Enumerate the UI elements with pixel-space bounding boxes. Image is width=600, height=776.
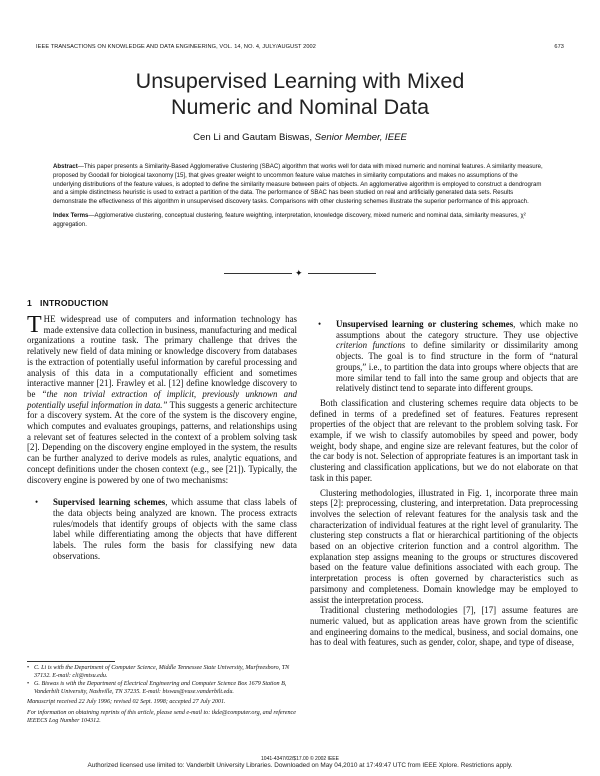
list-item-unsupervised [310, 319, 578, 394]
title-line-2: Numeric and Nominal Data [170, 95, 430, 119]
intro-paragraph [27, 314, 297, 485]
divider-line-right [308, 273, 376, 274]
bullet-text: , which assume that class labels of the data objects being analyzed are known. The process extracts rules/models that identify groups of objects with the same class label while differentiating among the objects that have different labels. The rules form the basis for classifying new data observations. [53, 497, 297, 561]
footnote-text: C. Li is with the Department of Computer Science, Middle Tennessee State University, Murfreesboro, TN 37132. E-mail: cli@mtsu.edu. [34, 665, 290, 679]
list-item-supervised [27, 497, 297, 561]
author-role: Senior Member, IEEE [314, 132, 407, 143]
copyright-line: 1041-4347/02/$17.00 © 2002 IEEE [261, 756, 339, 762]
bullet-term: Unsupervised learning or clustering schemes [336, 319, 514, 329]
paragraph-traditional: Traditional clustering methodologies [7], [17] assume features are numeric valued, but as application areas have grown from the scientific and engineering domains to the medical, business, and social domains, one has to deal with features, such as gender, color, shape, and type of disease, [310, 605, 578, 648]
divider-ornament-icon: ✦ [295, 268, 303, 278]
footnotes [27, 661, 297, 726]
bullet-text: , which make no assumptions about the category structure. They use objective [336, 319, 578, 340]
intro-text-tail: This suggests a generic architecture for a discovery system. At the core of the system is the discovery engine, which computes and evaluates groupings, patterns, and relationships using a relevant set of features selected in the context of a problem solving task [2]. Depending on the discovery engine employed in the system, the results can be further analyzed to derive models as rules, analytic equations, and concept definitions under the chosen context (e.g., see [21]). Typically, the discovery engine is powered by one of two mechanisms: [27, 399, 297, 485]
index-terms-text: —Agglomerative clustering, conceptual clustering, feature weighting, interpretation, knowledge discovery, mixed numeric and nominal data, similarity measures, χ² aggregation. [53, 211, 526, 228]
abstract-text: —This paper presents a Similarity-Based Agglomerative Clustering (SBAC) algorithm that works well for data with mixed numeric and nominal features. A similarity measure, proposed by Goodall for biological taxonomy [15], that gives greater weight to uncommon feature value matches in similarity computations and makes no assumptions of the underlying distributions of the feature values, is adopted to define the similarity measure between pairs of objects. An agglomerative algorithm is employed to construct a dendrogram and a simple distinctness heuristic is used to extract a partition of the data. The performance of SBAC has been studied on real and artificially generated data sets. Results demonstrate the effectiveness of this algorithm in unsupervised discovery tasks. Comparisons with other clustering schemes illustrate the superior performance of this approach. [53, 163, 543, 206]
divider-line-left [224, 273, 292, 274]
journal-info: IEEE TRANSACTIONS ON KNOWLEDGE AND DATA ENGINEERING, VOL. 14, NO. 4, JULY/AUGUST 2002 [36, 44, 316, 50]
bullet-icon: • [27, 665, 30, 671]
paragraph-methodologies: Clustering methodologies, illustrated in Fig. 1, incorporate three main steps [2]: preprocessing, clustering, and interpretation. Data preprocessing involves the selection of relevant features for the analysis task and the characterization of individual features at the right level of granularity. The clustering step constructs a flat or hierarchical partitioning of the objects based on an objective criterion function and a control algorithm. The explanation step assigns meaning to the groups or structures discovered based on the feature value definitions associated with each group. The interpretation process is often governed by characteristics such as parsimony and completeness. Domain knowledge may be employed to assist the interpretation process. [310, 487, 578, 605]
manuscript-dates: Manuscript received 22 July 1996; revised 02 Sept. 1998; accepted 27 July 2001. [27, 699, 226, 706]
bullet-term: Supervised learning schemes [53, 497, 166, 508]
section-title: INTRODUCTION [39, 298, 109, 308]
footnote-affiliation-li [27, 665, 297, 680]
reprint-info: For information on obtaining reprints of this article, please send e-mail to: tkde@computer.org, and reference IEEECS Log Number 104312. [27, 709, 296, 724]
left-column [27, 314, 297, 561]
paper-title [0, 68, 600, 120]
running-header [36, 44, 564, 50]
bullet-icon: • [27, 681, 30, 688]
mechanism-list-cont [310, 319, 578, 394]
index-terms [53, 212, 547, 230]
section-number: 1 [27, 298, 32, 308]
bullet-text-tail: to define similarity or dissimilarity among objects. The goal is to find structure in the form of “natural groups,” i.e., to partition the data into groups where objects that are more similar tend to fall into the same group and objects that are relatively distinct tend to separate into different groups. [336, 340, 578, 394]
title-line-1: Unsupervised Learning with Mixed [135, 69, 465, 93]
mechanism-list [27, 497, 297, 561]
author-names: Cen Li and Gautam Biswas, [193, 132, 315, 143]
abstract [53, 163, 547, 207]
right-column [310, 319, 578, 648]
license-notice: Authorized licensed use limited to: Vanderbilt University Libraries. Downloaded on May 04,2010 at 17:49:47 UTC from IEEE Xplore. Restrictions apply. [87, 762, 513, 769]
bullet-icon: • [35, 497, 39, 508]
abstract-block [53, 163, 547, 230]
abstract-label: Abstract [53, 163, 78, 170]
section-divider [224, 268, 376, 278]
footnote-rule [27, 661, 115, 662]
footnote-affiliation-biswas [27, 681, 297, 696]
bullet-italic: criterion functions [336, 340, 406, 351]
page-number: 673 [554, 44, 564, 50]
section-heading [27, 298, 108, 308]
intro-text: HE widespread use of computers and information technology has made extensive data collection in business, manufacturing and medical organizations a routine task. The primary challenge that drives the relatively new field of data mining or knowledge discovery from databases is the extraction of potentially useful information by careful processing and analysis of this data in a computationally efficient and sometimes interactive manner [21]. Frawley et al. [12] define knowledge discovery to be [27, 314, 297, 399]
paragraph-features: Both classification and clustering schemes require data objects to be defined in terms of a predefined set of features. Features represent properties of the object that are relevant to the problem solving task. For example, if we wish to classify automobiles by speed and power, body weight, body shape, and engine size are relevant features, but the color of the car body is not. Selection of appropriate features is an important task in clustering and classification applications, but we do not elaborate on that task in this paper. [310, 397, 578, 483]
author-line [0, 132, 600, 143]
drop-cap: T [27, 312, 42, 338]
quote-definition: “the non trivial extraction of implicit, previously unknown and potentially useful information in data.” [27, 388, 297, 410]
footnote-text: G. Biswas is with the Department of Electrical Engineering and Computer Science Box 1679 Station B, Vanderbilt University, Nashville, TN 37235. E-mail: biswas@vuse.vanderbilt.edu. [34, 681, 287, 695]
bullet-icon: • [318, 319, 322, 329]
index-terms-label: Index Terms [53, 211, 89, 219]
